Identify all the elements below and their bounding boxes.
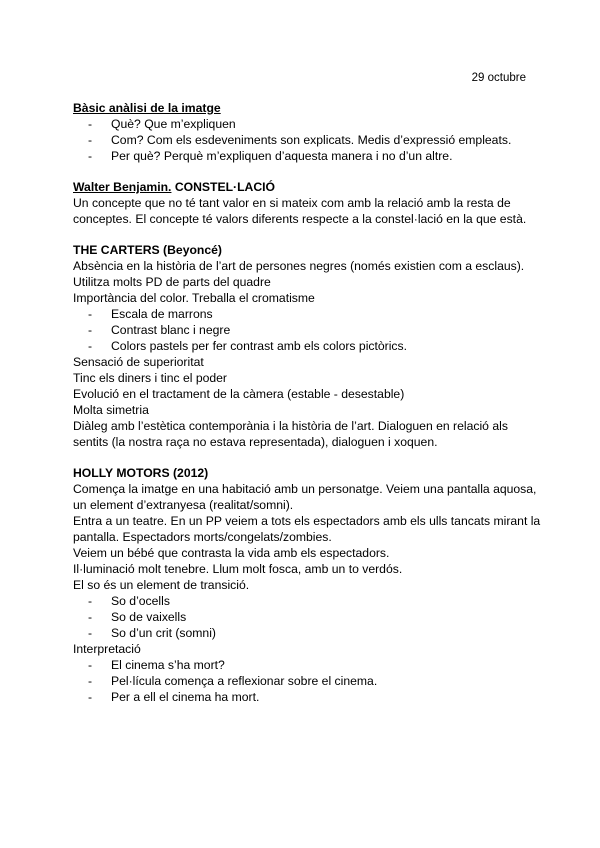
list-item: [73, 322, 543, 338]
document-date: 29 octubre: [471, 72, 526, 84]
section-the-carters: [73, 242, 543, 450]
list-item: [73, 673, 543, 689]
list-item: [73, 689, 543, 705]
section-title-benjamin-topic: CONSTEL·LACIÓ: [171, 180, 276, 194]
list-item-text: Què? Que m’expliquen: [111, 117, 236, 131]
list-item-text: Escala de marrons: [111, 307, 213, 321]
list-item: [73, 609, 543, 625]
paragraph: Tinc els diners i tinc el poder: [73, 371, 227, 385]
section-title-carters: THE CARTERS (Beyoncé): [73, 243, 222, 257]
paragraph: Diàleg amb l’estètica contemporània i la història de l’art. Dialoguen en relació als sentits (la nostra raça no estava representada), dialoguen i xoquen.: [73, 419, 508, 449]
list-item: [73, 625, 543, 641]
document-body: [73, 100, 543, 720]
list-item-text: So d’un crit (somni): [111, 626, 216, 640]
section-title-basic-text: Bàsic anàlisi de la imatge: [73, 101, 221, 115]
list-item-text: So de vaixells: [111, 610, 187, 624]
paragraph: Utilitza molts PD de parts del quadre: [73, 275, 271, 289]
dash-bullet: -: [88, 626, 93, 640]
dash-bullet: -: [88, 594, 93, 608]
list-item-text: Com? Com els esdeveniments son explicats. Medis d’expressió empleats.: [111, 133, 512, 147]
section-holly-motors: [73, 465, 543, 705]
paragraph: Il·luminació molt tenebre. Llum molt fosca, amb un to verdós.: [73, 562, 403, 576]
dash-bullet: -: [88, 323, 93, 337]
basic-questions-list: [73, 116, 543, 164]
section-title-holly: HOLLY MOTORS (2012): [73, 466, 209, 480]
list-item: [73, 116, 543, 132]
list-item-text: Pel·lícula comença a reflexionar sobre el cinema.: [111, 674, 378, 688]
list-item-text: Contrast blanc i negre: [111, 323, 231, 337]
paragraph: Molta simetria: [73, 403, 149, 417]
paragraph: Evolució en el tractament de la càmera (estable - desestable): [73, 387, 405, 401]
dash-bullet: -: [88, 339, 93, 353]
section-title-benjamin-name: Walter Benjamin.: [73, 180, 172, 194]
paragraph: Veiem un bébé que contrasta la vida amb els espectadors.: [73, 546, 390, 560]
list-item: [73, 338, 543, 354]
paragraph: Absència en la història de l’art de persones negres (només existien com a esclaus).: [73, 259, 525, 273]
section-title-basic: [73, 100, 543, 116]
dash-bullet: -: [88, 658, 93, 672]
paragraph: Interpretació: [73, 642, 141, 656]
sound-list: [73, 593, 543, 641]
list-item: [73, 306, 543, 322]
dash-bullet: -: [88, 690, 93, 704]
section-title-benjamin: [73, 179, 543, 195]
dash-bullet: -: [88, 307, 93, 321]
dash-bullet: -: [88, 610, 93, 624]
dash-bullet: -: [88, 149, 93, 163]
list-item-text: Per a ell el cinema ha mort.: [111, 690, 260, 704]
list-item-text: Colors pastels per fer contrast amb els colors pictòrics.: [111, 339, 407, 353]
section-basic-analysis: [73, 100, 543, 164]
list-item: [73, 593, 543, 609]
dash-bullet: -: [88, 117, 93, 131]
dash-bullet: -: [88, 674, 93, 688]
interpretation-list: [73, 657, 543, 705]
list-item: [73, 132, 543, 148]
color-list: [73, 306, 543, 354]
list-item-text: El cinema s’ha mort?: [111, 658, 225, 672]
list-item: [73, 657, 543, 673]
list-item: [73, 148, 543, 164]
section-benjamin: [73, 179, 543, 227]
paragraph: Sensació de superioritat: [73, 355, 204, 369]
dash-bullet: -: [88, 133, 93, 147]
list-item-text: So d’ocells: [111, 594, 170, 608]
paragraph: Importància del color. Treballa el cromatisme: [73, 291, 315, 305]
list-item-text: Per què? Perquè m’expliquen d’aquesta manera i no d’un altre.: [111, 149, 453, 163]
paragraph: Entra a un teatre. En un PP veiem a tots els espectadors amb els ulls tancats mirant la pantalla. Espectadors morts/congelats/zombies.: [73, 514, 541, 544]
paragraph: El so és un element de transició.: [73, 578, 250, 592]
paragraph: Un concepte que no té tant valor en si mateix com amb la relació amb la resta de conceptes. El concepte té valors diferents respecte a la constel·lació en la que està.: [73, 196, 527, 226]
paragraph: Comença la imatge en una habitació amb un personatge. Veiem una pantalla aquosa, un element d’extranyesa (realitat/somni).: [73, 482, 537, 512]
